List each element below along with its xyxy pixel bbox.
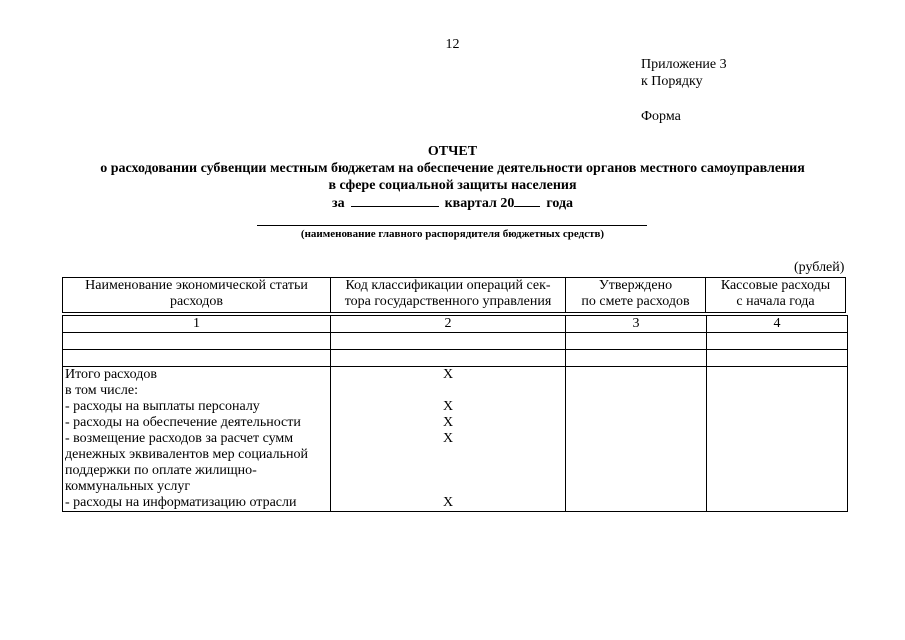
header-cell-code-line-2: тора государственного управления (344, 294, 552, 309)
table-cell (566, 333, 707, 350)
expense-code: X (442, 495, 454, 510)
report-title-line-3: в сфере социальной защиты населения (328, 178, 577, 193)
table-row (63, 333, 848, 350)
table-cell (707, 333, 848, 350)
expense-item: Итого расходов (65, 367, 157, 382)
column-number-row (63, 316, 848, 333)
appendix-reference (641, 56, 727, 90)
expense-item: коммунальных услуг (65, 479, 191, 494)
expense-item: в том числе: (65, 383, 138, 398)
period-prefix: за (331, 196, 345, 211)
header-cell-code-line-1: Код классификации операций сек- (345, 278, 551, 293)
appendix-line-2: к Порядку (641, 74, 703, 89)
header-cell-cash-line-2: с начала года (736, 294, 815, 309)
expense-item: - расходы на выплаты персоналу (65, 399, 260, 414)
period-year-text: года (546, 196, 574, 211)
column-number-2: 2 (331, 316, 566, 333)
table-header (62, 277, 846, 313)
expense-items-row (63, 367, 848, 512)
page-number: 12 (445, 37, 460, 52)
expense-item: - возмещение расходов за расчет сумм (65, 431, 294, 446)
header-cell-name-line-2: расходов (169, 294, 224, 309)
units-label: (рублей) (794, 260, 845, 275)
column-number-4: 4 (707, 316, 848, 333)
report-table (62, 315, 848, 512)
column-number-1: 1 (63, 316, 331, 333)
expense-item: поддержки по оплате жилищно- (65, 463, 257, 478)
expense-codes-cell (331, 367, 566, 512)
expense-items-cell (63, 367, 331, 512)
table-row (63, 350, 848, 367)
expense-code: X (442, 367, 454, 382)
expense-code: X (442, 431, 454, 446)
expense-code (331, 463, 565, 479)
header-cell-approved (566, 278, 706, 313)
column-number-3: 3 (566, 316, 707, 333)
header-cell-cash-line-1: Кассовые расходы (720, 278, 831, 293)
header-cell-code (331, 278, 566, 313)
header-cell-approved-line-1: Утверждено (598, 278, 673, 293)
header-row (63, 278, 846, 313)
header-cell-approved-line-2: по смете расходов (581, 294, 690, 309)
period-quarter-text: квартал 20 (444, 196, 515, 211)
distributor-blank-line (257, 225, 647, 226)
expense-code (331, 447, 565, 463)
report-title (0, 143, 905, 212)
header-cell-cash (706, 278, 846, 313)
cash-expenses-cell (707, 367, 848, 512)
expense-code: X (442, 399, 454, 414)
report-title-main: ОТЧЕТ (427, 144, 478, 159)
report-period-line (0, 194, 905, 212)
report-title-line-2: о расходовании субвенции местным бюджетам на обеспечение деятельности органов местного самоуправления (100, 161, 805, 176)
expense-item: денежных эквивалентов мер социальной (65, 447, 308, 462)
header-cell-name-line-1: Наименование экономической статьи (85, 278, 308, 293)
table-cell (707, 350, 848, 367)
expense-code (331, 383, 565, 399)
distributor-caption: (наименование главного распорядителя бюджетных средств) (300, 228, 605, 240)
expense-item: - расходы на обеспечение деятельности (65, 415, 301, 430)
form-label: Форма (641, 109, 681, 124)
expense-code (331, 479, 565, 495)
table-cell (566, 350, 707, 367)
table-cell (331, 350, 566, 367)
expense-code: X (442, 415, 454, 430)
table-cell (331, 333, 566, 350)
approved-amount-cell (566, 367, 707, 512)
appendix-line-1: Приложение 3 (641, 57, 727, 72)
quarter-blank (351, 194, 439, 207)
table-cell (63, 333, 331, 350)
table-cell (63, 350, 331, 367)
header-cell-name (63, 278, 331, 313)
expense-item: - расходы на информатизацию отрасли (65, 495, 297, 510)
year-blank (514, 194, 540, 207)
